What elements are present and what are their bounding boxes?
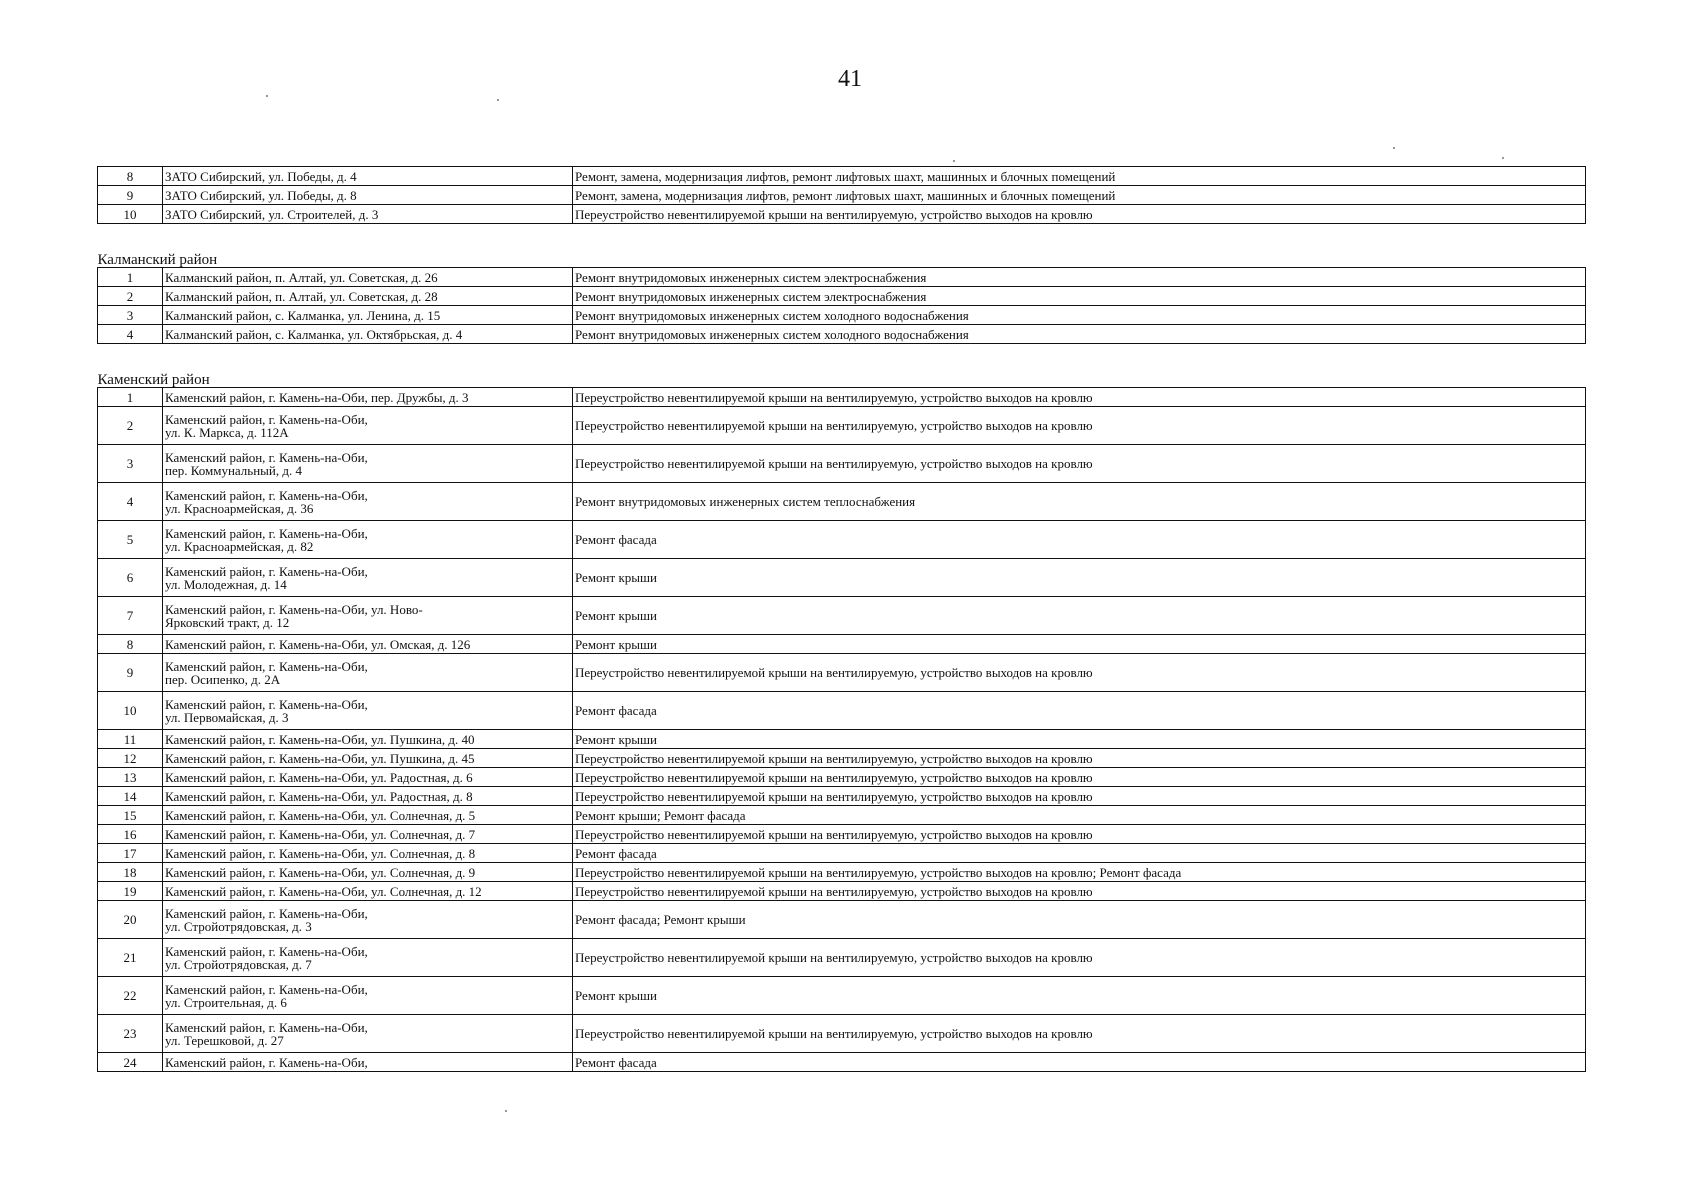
work-type-cell — [573, 186, 1586, 205]
address-cell-text: Каменский район, г. Камень-на-Оби, ул. Красноармейская, д. 36 — [165, 487, 368, 516]
row-number-cell-text: 17 — [123, 845, 137, 861]
work-type-cell-text: Ремонт крыши — [575, 636, 657, 652]
address-cell — [163, 186, 573, 205]
row-number-cell — [98, 167, 163, 186]
table-row — [98, 654, 1586, 692]
address-cell-text: Калманский район, с. Калманка, ул. Ленина, д. 15 — [165, 307, 441, 323]
table-row — [98, 939, 1586, 977]
address-cell-text: Каменский район, г. Камень-на-Оби, ул. Стройотрядовская, д. 7 — [165, 943, 368, 972]
work-type-cell — [573, 1015, 1586, 1053]
address-cell-text: Каменский район, г. Камень-на-Оби, ул. К. Маркса, д. 112А — [165, 411, 368, 440]
table-row — [98, 597, 1586, 635]
address-cell — [163, 205, 573, 224]
work-type-cell — [573, 445, 1586, 483]
work-type-cell-text: Ремонт крыши — [575, 988, 657, 1003]
row-number-cell — [98, 268, 163, 287]
work-type-cell-text: Переустройство невентилируемой крыши на вентилируемую, устройство выходов на кровлю — [575, 206, 1093, 222]
table-row — [98, 325, 1586, 344]
row-number-cell-text: 7 — [126, 608, 134, 623]
address-cell-text: ЗАТО Сибирский, ул. Победы, д. 4 — [165, 168, 357, 184]
scan-speck — [266, 95, 268, 97]
section-spacer — [98, 344, 1586, 372]
address-cell-text: ЗАТО Сибирский, ул. Победы, д. 8 — [165, 187, 357, 203]
row-number-cell-text: 21 — [123, 950, 137, 965]
table-row — [98, 882, 1586, 901]
table-row — [98, 407, 1586, 445]
work-type-cell-text: Переустройство невентилируемой крыши на вентилируемую, устройство выходов на кровлю — [575, 418, 1093, 433]
work-type-cell — [573, 597, 1586, 635]
address-cell — [163, 167, 573, 186]
work-type-cell — [573, 939, 1586, 977]
row-number-cell-text: 20 — [123, 912, 137, 927]
work-type-cell-text: Ремонт, замена, модернизация лифтов, ремонт лифтовых шахт, машинных и блочных помещений — [575, 168, 1116, 184]
table-row — [98, 768, 1586, 787]
section-title: Каменский район — [97, 372, 210, 388]
row-number-cell — [98, 205, 163, 224]
row-number-cell-text: 11 — [123, 731, 137, 747]
table-row — [98, 205, 1586, 224]
row-number-cell — [98, 597, 163, 635]
address-cell — [163, 635, 573, 654]
row-number-cell-text: 23 — [123, 1026, 137, 1041]
work-type-cell-text: Переустройство невентилируемой крыши на вентилируемую, устройство выходов на кровлю — [575, 750, 1093, 766]
address-cell — [163, 306, 573, 325]
work-type-cell — [573, 167, 1586, 186]
address-cell-text: Каменский район, г. Камень-на-Оби, ул. Ново- Ярковский тракт, д. 12 — [165, 601, 423, 630]
row-number-cell-text: 8 — [126, 168, 134, 184]
scan-speck — [1502, 157, 1504, 159]
work-type-cell — [573, 806, 1586, 825]
address-cell — [163, 654, 573, 692]
row-number-cell — [98, 977, 163, 1015]
table-row — [98, 287, 1586, 306]
page-number: 41 — [838, 66, 862, 92]
address-cell-text: Каменский район, г. Камень-на-Оби, ул. Пушкина, д. 45 — [165, 750, 475, 766]
work-type-cell — [573, 521, 1586, 559]
work-type-cell — [573, 205, 1586, 224]
row-number-cell-text: 6 — [126, 570, 134, 585]
work-type-cell-text: Переустройство невентилируемой крыши на вентилируемую, устройство выходов на кровлю — [575, 826, 1093, 842]
address-cell-text: Каменский район, г. Камень-на-Оби, ул. Молодежная, д. 14 — [165, 563, 368, 592]
row-number-cell-text: 4 — [126, 494, 134, 509]
work-type-cell-text: Ремонт фасада — [575, 703, 657, 718]
row-number-cell — [98, 445, 163, 483]
address-cell — [163, 407, 573, 445]
address-cell-text: Каменский район, г. Камень-на-Оби, пер. Осипенко, д. 2А — [165, 658, 368, 687]
address-cell-text: Каменский район, г. Камень-на-Оби, ул. Пушкина, д. 40 — [165, 731, 475, 747]
address-cell-text: Каменский район, г. Камень-на-Оби, ул. Солнечная, д. 5 — [165, 807, 476, 823]
work-type-cell — [573, 768, 1586, 787]
address-cell-text: Каменский район, г. Камень-на-Оби, ул. Омская, д. 126 — [165, 636, 471, 652]
row-number-cell — [98, 287, 163, 306]
row-number-cell-text: 10 — [123, 703, 137, 718]
row-number-cell — [98, 559, 163, 597]
address-cell — [163, 825, 573, 844]
row-number-cell — [98, 806, 163, 825]
work-type-cell — [573, 654, 1586, 692]
work-type-cell — [573, 1053, 1586, 1072]
work-type-cell-text: Ремонт внутридомовых инженерных систем холодного водоснабжения — [575, 326, 969, 342]
work-type-cell — [573, 325, 1586, 344]
table-row — [98, 1015, 1586, 1053]
address-cell-text: Каменский район, г. Камень-на-Оби, ул. Солнечная, д. 7 — [165, 826, 476, 842]
row-number-cell-text: 16 — [123, 826, 137, 842]
row-number-cell — [98, 654, 163, 692]
table-row — [98, 730, 1586, 749]
row-number-cell-text: 1 — [126, 269, 134, 285]
work-type-cell-text: Ремонт крыши; Ремонт фасада — [575, 807, 746, 823]
table-row — [98, 749, 1586, 768]
row-number-cell-text: 22 — [123, 988, 137, 1003]
address-cell-text: Каменский район, г. Камень-на-Оби, ул. Радостная, д. 6 — [165, 769, 473, 785]
work-type-cell — [573, 901, 1586, 939]
work-type-cell-text: Переустройство невентилируемой крыши на вентилируемую, устройство выходов на кровлю — [575, 456, 1093, 471]
row-number-cell — [98, 635, 163, 654]
repair-works-table — [97, 166, 1586, 1072]
row-number-cell-text: 2 — [126, 288, 134, 304]
row-number-cell — [98, 863, 163, 882]
row-number-cell — [98, 483, 163, 521]
work-type-cell — [573, 730, 1586, 749]
table-row — [98, 167, 1586, 186]
table-row — [98, 863, 1586, 882]
address-cell — [163, 692, 573, 730]
table-row — [98, 977, 1586, 1015]
work-type-cell-text: Переустройство невентилируемой крыши на вентилируемую, устройство выходов на кровлю — [575, 883, 1093, 899]
work-type-cell-text: Ремонт фасада — [575, 845, 657, 861]
work-type-cell — [573, 635, 1586, 654]
address-cell — [163, 1053, 573, 1072]
row-number-cell-text: 13 — [123, 769, 137, 785]
work-type-cell-text: Ремонт внутридомовых инженерных систем электроснабжения — [575, 288, 927, 304]
address-cell — [163, 939, 573, 977]
row-number-cell — [98, 1053, 163, 1072]
address-cell — [163, 749, 573, 768]
table-row — [98, 521, 1586, 559]
table-row — [98, 787, 1586, 806]
address-cell-text: ЗАТО Сибирский, ул. Строителей, д. 3 — [165, 206, 379, 222]
row-number-cell-text: 2 — [126, 418, 134, 433]
address-cell-text: Каменский район, г. Камень-на-Оби, — [165, 1054, 368, 1070]
work-type-cell-text: Ремонт внутридомовых инженерных систем холодного водоснабжения — [575, 307, 969, 323]
address-cell — [163, 268, 573, 287]
address-cell — [163, 521, 573, 559]
address-cell — [163, 483, 573, 521]
address-cell — [163, 844, 573, 863]
work-type-cell — [573, 863, 1586, 882]
row-number-cell-text: 15 — [123, 807, 137, 823]
table-row — [98, 483, 1586, 521]
work-type-cell-text: Переустройство невентилируемой крыши на вентилируемую, устройство выходов на кровлю — [575, 1026, 1093, 1041]
section-spacer — [98, 224, 1586, 252]
row-number-cell-text: 10 — [123, 206, 137, 222]
address-cell — [163, 559, 573, 597]
work-type-cell-text: Ремонт крыши — [575, 570, 657, 585]
row-number-cell-text: 3 — [126, 456, 134, 471]
address-cell — [163, 977, 573, 1015]
row-number-cell — [98, 325, 163, 344]
work-type-cell-text: Переустройство невентилируемой крыши на вентилируемую, устройство выходов на кровлю; Ремонт фасада — [575, 864, 1182, 880]
table-row — [98, 844, 1586, 863]
work-type-cell — [573, 749, 1586, 768]
row-number-cell-text: 9 — [126, 665, 134, 680]
scan-speck — [1393, 147, 1395, 149]
address-cell — [163, 597, 573, 635]
work-type-cell-text: Переустройство невентилируемой крыши на вентилируемую, устройство выходов на кровлю — [575, 665, 1093, 680]
table-row — [98, 635, 1586, 654]
table-row — [98, 1053, 1586, 1072]
table-row — [98, 388, 1586, 407]
row-number-cell-text: 12 — [123, 750, 137, 766]
work-type-cell-text: Ремонт внутридомовых инженерных систем теплоснабжения — [575, 494, 916, 509]
scan-speck — [497, 99, 499, 101]
address-cell-text: Каменский район, г. Камень-на-Оби, ул. Стройотрядовская, д. 3 — [165, 905, 368, 934]
work-type-cell — [573, 306, 1586, 325]
row-number-cell — [98, 521, 163, 559]
row-number-cell-text: 24 — [123, 1054, 137, 1070]
work-type-cell — [573, 977, 1586, 1015]
address-cell — [163, 863, 573, 882]
row-number-cell — [98, 407, 163, 445]
row-number-cell — [98, 186, 163, 205]
work-type-cell — [573, 692, 1586, 730]
table-row — [98, 186, 1586, 205]
address-cell-text: Калманский район, п. Алтай, ул. Советская, д. 26 — [165, 269, 438, 285]
address-cell-text: Каменский район, г. Камень-на-Оби, ул. Красноармейская, д. 82 — [165, 525, 368, 554]
row-number-cell — [98, 692, 163, 730]
table-row — [98, 268, 1586, 287]
work-type-cell — [573, 483, 1586, 521]
row-number-cell-text: 14 — [123, 788, 137, 804]
row-number-cell-text: 19 — [123, 883, 137, 899]
row-number-cell — [98, 882, 163, 901]
work-type-cell-text: Переустройство невентилируемой крыши на вентилируемую, устройство выходов на кровлю — [575, 788, 1093, 804]
table-row — [98, 825, 1586, 844]
address-cell — [163, 901, 573, 939]
section-title: Калманский район — [97, 252, 218, 268]
row-number-cell — [98, 768, 163, 787]
row-number-cell — [98, 901, 163, 939]
address-cell — [163, 445, 573, 483]
work-type-cell-text: Ремонт, замена, модернизация лифтов, ремонт лифтовых шахт, машинных и блочных помещений — [575, 187, 1116, 203]
row-number-cell-text: 1 — [126, 389, 134, 405]
row-number-cell — [98, 1015, 163, 1053]
row-number-cell — [98, 844, 163, 863]
row-number-cell — [98, 306, 163, 325]
work-type-cell — [573, 388, 1586, 407]
work-type-cell — [573, 287, 1586, 306]
row-number-cell-text: 8 — [126, 636, 134, 652]
address-cell — [163, 787, 573, 806]
address-cell — [163, 287, 573, 306]
address-cell — [163, 388, 573, 407]
work-type-cell-text: Ремонт крыши — [575, 608, 657, 623]
address-cell-text: Каменский район, г. Камень-на-Оби, ул. Терешковой, д. 27 — [165, 1019, 368, 1048]
work-type-cell-text: Переустройство невентилируемой крыши на вентилируемую, устройство выходов на кровлю — [575, 389, 1093, 405]
address-cell-text: Каменский район, г. Камень-на-Оби, ул. Радостная, д. 8 — [165, 788, 473, 804]
row-number-cell-text: 4 — [126, 326, 134, 342]
row-number-cell-text: 5 — [126, 532, 134, 547]
work-type-cell — [573, 844, 1586, 863]
work-type-cell-text: Ремонт фасада — [575, 1054, 657, 1070]
work-type-cell-text: Переустройство невентилируемой крыши на вентилируемую, устройство выходов на кровлю — [575, 769, 1093, 785]
row-number-cell-text: 3 — [126, 307, 134, 323]
scan-speck — [953, 160, 955, 162]
address-cell-text: Каменский район, г. Камень-на-Оби, ул. Солнечная, д. 9 — [165, 864, 476, 880]
address-cell-text: Каменский район, г. Камень-на-Оби, ул. Солнечная, д. 12 — [165, 883, 482, 899]
table-row — [98, 692, 1586, 730]
row-number-cell — [98, 388, 163, 407]
table-row — [98, 901, 1586, 939]
address-cell — [163, 882, 573, 901]
work-type-cell-text: Ремонт фасада; Ремонт крыши — [575, 912, 746, 927]
work-type-cell — [573, 825, 1586, 844]
address-cell-text: Каменский район, г. Камень-на-Оби, ул. Первомайская, д. 3 — [165, 696, 368, 725]
table-row — [98, 559, 1586, 597]
address-cell-text: Калманский район, п. Алтай, ул. Советская, д. 28 — [165, 288, 438, 304]
row-number-cell — [98, 825, 163, 844]
table-row — [98, 306, 1586, 325]
work-type-cell-text: Ремонт фасада — [575, 532, 657, 547]
work-type-cell — [573, 882, 1586, 901]
table-row — [98, 806, 1586, 825]
row-number-cell-text: 18 — [123, 864, 137, 880]
address-cell — [163, 1015, 573, 1053]
address-cell-text: Каменский район, г. Камень-на-Оби, пер. Дружбы, д. 3 — [165, 389, 469, 405]
work-type-cell — [573, 559, 1586, 597]
address-cell — [163, 768, 573, 787]
table-row — [98, 445, 1586, 483]
work-type-cell-text: Ремонт крыши — [575, 731, 657, 747]
scan-speck — [505, 1110, 507, 1112]
address-cell-text: Каменский район, г. Камень-на-Оби, пер. Коммунальный, д. 4 — [165, 449, 368, 478]
row-number-cell — [98, 787, 163, 806]
row-number-cell — [98, 749, 163, 768]
address-cell — [163, 806, 573, 825]
work-type-cell — [573, 787, 1586, 806]
address-cell — [163, 325, 573, 344]
address-cell-text: Каменский район, г. Камень-на-Оби, ул. Строительная, д. 6 — [165, 981, 368, 1010]
address-cell-text: Каменский район, г. Камень-на-Оби, ул. Солнечная, д. 8 — [165, 845, 476, 861]
work-type-cell — [573, 407, 1586, 445]
row-number-cell — [98, 939, 163, 977]
row-number-cell-text: 9 — [126, 187, 134, 203]
address-cell — [163, 730, 573, 749]
work-type-cell-text: Переустройство невентилируемой крыши на вентилируемую, устройство выходов на кровлю — [575, 950, 1093, 965]
work-type-cell-text: Ремонт внутридомовых инженерных систем электроснабжения — [575, 269, 927, 285]
address-cell-text: Калманский район, с. Калманка, ул. Октябрьская, д. 4 — [165, 326, 463, 342]
row-number-cell — [98, 730, 163, 749]
work-type-cell — [573, 268, 1586, 287]
